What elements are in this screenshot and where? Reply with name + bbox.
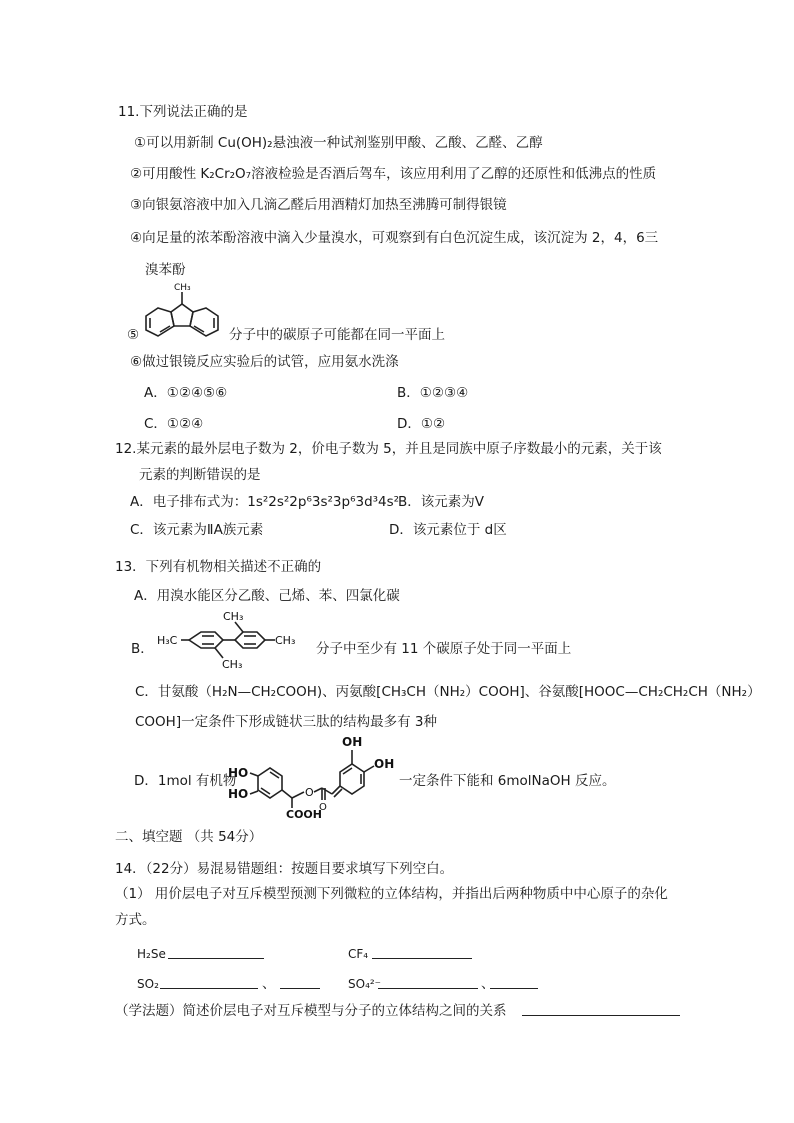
tetramethylbiphenyl-structure <box>155 610 317 670</box>
q11-statement-5: 分子中的碳原子可能都在同一平面上 <box>229 327 445 343</box>
q12-option-a: A．电子排布式为：1s²2s²2p⁶3s²3p⁶3d³4s² <box>130 494 400 510</box>
methyl-label: CH₃ <box>174 283 191 293</box>
cf4-answer-blank[interactable] <box>372 946 472 959</box>
so4-separator: 、 <box>481 976 495 992</box>
ester-oxygen-label: O <box>305 786 314 799</box>
q13-option-d-post: 一定条件下能和 6molNaOH 反应。 <box>399 773 616 789</box>
q12-option-d: D．该元素位于 d区 <box>389 522 507 538</box>
study-method-answer-blank[interactable] <box>522 1003 680 1016</box>
carbonyl-oxygen-label: O <box>319 802 327 813</box>
q14-part-1-cont: 方式。 <box>115 912 156 928</box>
carboxyl-label: COOH <box>286 808 322 821</box>
bottom-methyl-label: CH₃ <box>222 658 243 671</box>
h2se-answer-blank[interactable] <box>168 946 264 959</box>
so4-hybrid-blank[interactable] <box>490 976 538 989</box>
q13-option-c-cont: COOH]一定条件下形成链状三肽的结构最多有 3种 <box>135 714 437 730</box>
q11-statement-3: ③向银氨溶液中加入几滴乙醛后用酒精灯加热至沸腾可制得银镜 <box>130 197 507 213</box>
hydroxy-label-3: OH <box>342 735 363 749</box>
q11-statement-4-cont: 溴苯酚 <box>145 262 186 278</box>
q13-option-b-text: 分子中至少有 11 个碳原子处于同一平面上 <box>316 641 572 657</box>
q13-stem: 13．下列有机物相关描述不正确的 <box>115 559 322 575</box>
q11-statement-4: ④向足量的浓苯酚溶液中滴入少量溴水，可观察到有白色沉淀生成，该沉淀为 2，4，6三 <box>130 230 659 246</box>
q13-option-a: A．用溴水能区分乙酸、己烯、苯、四氯化碳 <box>134 588 400 604</box>
so2-label: SO₂ <box>137 977 159 991</box>
q12-option-b: B．该元素为Ⅴ <box>398 494 484 510</box>
q13-option-b-mark: B． <box>131 641 154 657</box>
right-methyl-label: CH₃ <box>275 634 296 647</box>
q11-statement-5-mark: ⑤ <box>127 327 140 343</box>
q12-option-c: C．该元素为ⅡA族元素 <box>130 522 264 538</box>
q12-stem: 12.某元素的最外层电子数为 2，价电子数为 5，并且是同族中原子序数最小的元素，关于该 <box>115 441 662 457</box>
so4-shape-blank[interactable] <box>378 976 478 989</box>
h2se-label: H₂Se <box>137 947 166 961</box>
q11-statement-1: ①可以用新制 Cu(OH)₂悬浊液一种试剂鉴别甲酸、乙酸、乙醛、乙醇 <box>134 135 543 151</box>
q11-option-b: B．①②③④ <box>397 385 469 401</box>
q11-option-a: A．①②④⑤⑥ <box>144 385 228 401</box>
so4-label: SO₄²⁻ <box>348 977 382 991</box>
top-methyl-label: CH₃ <box>223 610 244 623</box>
q11-option-d: D．①② <box>397 416 446 432</box>
q12-stem-cont: 元素的判断错误的是 <box>139 467 261 483</box>
q11-option-c: C．①②④ <box>144 416 204 432</box>
q14-stem: 14．（22分）易混易错题组：按题目要求填写下列空白。 <box>115 861 454 877</box>
q13-option-d-pre: D．1mol 有机物 <box>134 773 237 789</box>
left-methyl-label: H₃C <box>157 634 178 647</box>
section-2-title: 二、填空题 （共 54分） <box>115 829 263 845</box>
methylfluorene-structure <box>138 280 228 342</box>
hydroxy-label-2: HO <box>228 787 249 801</box>
hydroxy-label-1: HO <box>228 766 249 780</box>
q14-study-method: （学法题）简述价层电子对互斥模型与分子的立体结构之间的关系 <box>115 1003 507 1019</box>
so2-separator: 、 <box>262 976 276 992</box>
cf4-label: CF₄ <box>348 947 369 961</box>
q14-part-1: （1） 用价层电子对互斥模型预测下列微粒的立体结构，并指出后两种物质中中心原子的杂化 <box>115 886 668 902</box>
q11-statement-2: ②可用酸性 K₂Cr₂O₇溶液检验是否酒后驾车，该应用利用了乙醇的还原性和低沸点的性质 <box>130 166 657 182</box>
q11-statement-6: ⑥做过银镜反应实验后的试管，应用氨水洗涤 <box>130 354 399 370</box>
q13-option-c: C．甘氨酸（H₂N—CH₂COOH)、丙氨酸[CH₃CH（NH₂）COOH]、谷氨酸[HOOC—CH₂CH₂CH（NH₂） <box>135 684 761 700</box>
so2-hybrid-blank[interactable] <box>280 976 320 989</box>
hydroxy-label-4: OH <box>374 757 395 771</box>
so2-shape-blank[interactable] <box>160 976 258 989</box>
q11-stem: 11.下列说法正确的是 <box>118 104 248 120</box>
rosmarinic-acid-structure <box>228 734 400 820</box>
